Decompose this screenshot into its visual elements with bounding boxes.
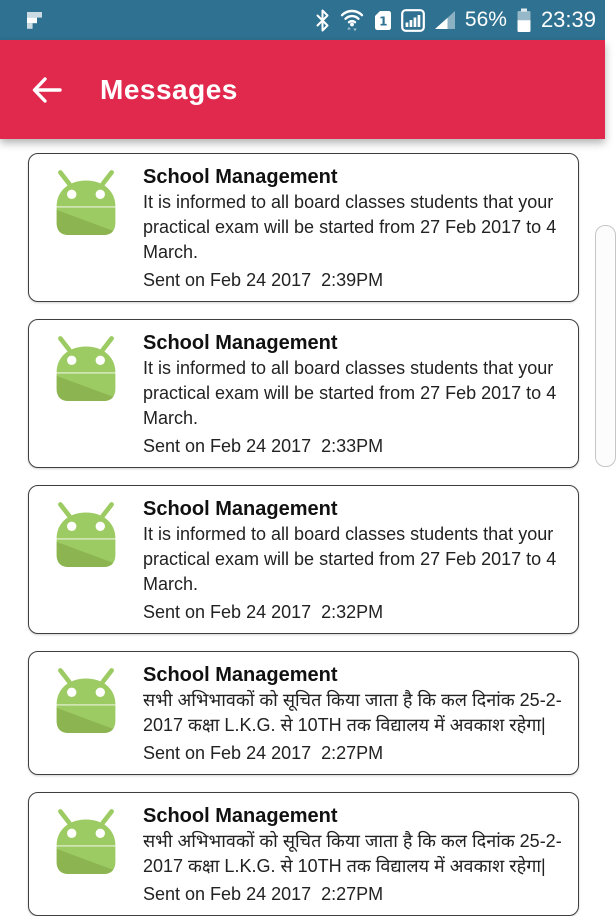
message-body: It is informed to all board classes students that your practical exam will be started from 27 Feb 2017 to 4 March. (143, 524, 557, 594)
android-robot-icon (44, 805, 128, 891)
arrow-left-icon (29, 72, 65, 108)
status-bar-indicators (315, 0, 596, 40)
message-card[interactable] (28, 485, 579, 634)
message-text-block (143, 329, 564, 458)
android-robot-icon (44, 664, 128, 750)
message-body: सभी अभिभावकों को सूचित किया जाता है कि कल दिनांक 25-2-2017 कक्षा L.K.G. से 10TH तक विद्यालय में अवकाश रहेगा| (143, 690, 562, 735)
message-card[interactable] (28, 153, 579, 302)
app-icon-wrap (44, 329, 130, 458)
message-sent-timestamp: Sent on Feb 24 2017 2:27PM (143, 743, 384, 763)
message-title: School Management (143, 166, 338, 188)
android-robot-icon (44, 332, 128, 418)
scrollbar-thumb[interactable] (595, 225, 616, 467)
message-text-block (143, 802, 564, 906)
bluetooth-icon (315, 9, 330, 32)
page-title: Messages (100, 73, 238, 105)
clock-label: 23:39 (540, 7, 596, 32)
back-button[interactable] (27, 70, 67, 110)
app-icon-wrap (44, 661, 130, 765)
message-text-block (143, 495, 564, 624)
battery-percent-label: 56% (464, 8, 507, 31)
app-icon-wrap (44, 802, 130, 906)
message-sent-timestamp: Sent on Feb 24 2017 2:27PM (143, 884, 384, 904)
message-title: School Management (143, 664, 338, 686)
sim-card-icon (374, 10, 392, 31)
android-robot-icon (44, 498, 128, 584)
status-bar (0, 0, 605, 40)
message-title: School Management (143, 805, 338, 827)
message-body: सभी अभिभावकों को सूचित किया जाता है कि कल दिनांक 25-2-2017 कक्षा L.K.G. से 10TH तक विद्यालय में अवकाश रहेगा| (143, 831, 562, 876)
android-robot-icon (44, 166, 128, 252)
message-sent-timestamp: Sent on Feb 24 2017 2:39PM (143, 270, 384, 290)
message-text-block (143, 661, 564, 765)
message-card[interactable] (28, 319, 579, 468)
signal-strength-icon (434, 10, 456, 30)
sim-slot-number: 1 (379, 14, 388, 28)
app-icon-wrap (44, 495, 130, 624)
message-card[interactable] (28, 792, 579, 916)
message-title: School Management (143, 332, 338, 354)
app-icon-wrap (44, 163, 130, 292)
message-sent-timestamp: Sent on Feb 24 2017 2:32PM (143, 602, 384, 622)
message-text-block (143, 163, 564, 292)
message-title: School Management (143, 498, 338, 520)
message-sent-timestamp: Sent on Feb 24 2017 2:33PM (143, 436, 384, 456)
battery-icon (516, 8, 532, 33)
message-card[interactable] (28, 651, 579, 775)
flipboard-notification-icon (26, 11, 44, 30)
message-body: It is informed to all board classes students that your practical exam will be started from 27 Feb 2017 to 4 March. (143, 358, 557, 428)
wifi-icon (339, 8, 365, 32)
message-list (0, 139, 605, 916)
mobile-signal-box-icon (401, 9, 425, 32)
app-bar (0, 40, 605, 139)
message-body: It is informed to all board classes students that your practical exam will be started from 27 Feb 2017 to 4 March. (143, 192, 557, 262)
